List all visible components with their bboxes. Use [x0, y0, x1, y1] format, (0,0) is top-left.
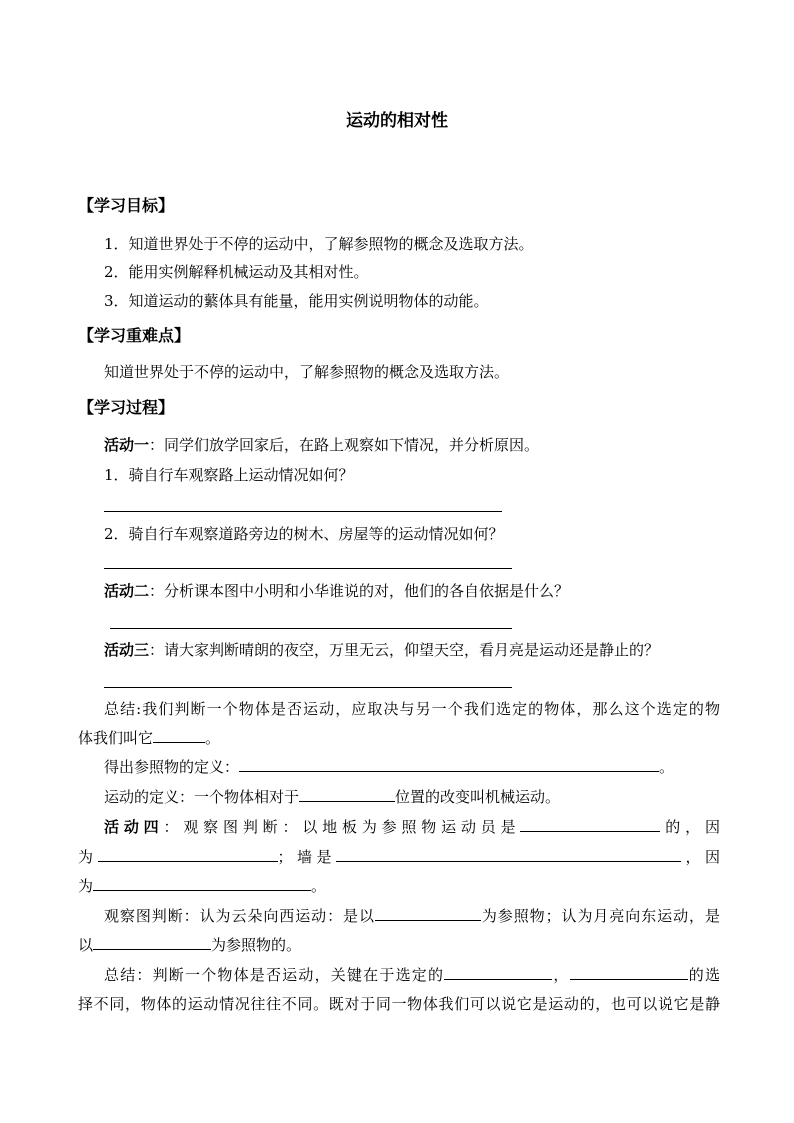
observe-end: 为参照物的。: [211, 936, 302, 954]
summary-2-choice: 的选: [687, 966, 720, 984]
blank-motion-reference[interactable]: [299, 787, 395, 802]
summary-2-line-1: [78, 964, 720, 986]
activity-1-intro: [104, 435, 539, 455]
reference-definition-label: 得出参照物的定义：: [104, 758, 240, 776]
reference-definition: [104, 757, 674, 777]
activity-2-text: ：分析课本图中小明和小华谁说的对，他们的各自依据是什么？: [149, 582, 570, 600]
activity-4-line-2: [78, 846, 720, 868]
blank-chosen-object[interactable]: [444, 965, 552, 980]
goal-item-1: 1．知道世界处于不停的运动中，了解参照物的概念及选取方法。: [104, 235, 534, 253]
summary-1-line-1: 总结:我们判断一个物体是否运动，应取决与另一个我们选定的物体，那么这个选定的物: [104, 700, 720, 718]
blank-moon-reference[interactable]: [93, 935, 211, 950]
observe-yi: 以: [78, 936, 94, 954]
blank-reference-object[interactable]: [153, 728, 205, 743]
answer-line-2[interactable]: [104, 568, 512, 569]
section-heading-key-points: 【学习重难点】: [78, 326, 191, 345]
activity-4-label: 活动四: [104, 818, 164, 836]
activity-4-because: 的，因: [660, 818, 720, 836]
activity-4-text: ：观察图判断：以地板为参照物运动员是: [163, 818, 521, 836]
activity-2-label: 活动二: [104, 582, 150, 600]
blank-athlete-reason[interactable]: [98, 847, 278, 862]
blank-chosen-reference[interactable]: [570, 965, 688, 980]
activity-4-wei-1: 为: [78, 848, 98, 866]
motion-definition-end: 位置的改变叫机械运动。: [395, 788, 561, 806]
motion-definition: [104, 787, 560, 807]
answer-line-1[interactable]: [104, 511, 502, 512]
motion-definition-text: 运动的定义：一个物体相对于: [104, 788, 300, 806]
observe-text: 观察图判断：认为云朵向西运动：是以: [104, 907, 375, 925]
page-title: 运动的相对性: [346, 111, 448, 131]
answer-line-3[interactable]: [110, 628, 512, 629]
observe-line-1: [78, 905, 720, 927]
goal-item-2: 2．能用实例解释机械运动及其相对性。: [104, 263, 369, 281]
activity-1-question-2: 2．骑自行车观察道路旁边的树木、房屋等的运动情况如何？: [104, 525, 504, 543]
blank-athlete-state[interactable]: [520, 817, 660, 832]
summary-1-text: 体我们叫它: [78, 729, 154, 747]
activity-3-label: 活动三: [104, 641, 150, 659]
blank-cloud-reference[interactable]: [375, 906, 481, 921]
blank-wall-state[interactable]: [336, 847, 681, 862]
section-heading-process: 【学习过程】: [78, 398, 175, 417]
activity-1-question-1: 1．骑自行车观察路上运动情况如何？: [104, 466, 354, 484]
section-heading-goals: 【学习目标】: [78, 196, 175, 215]
observe-line-2: [78, 934, 720, 956]
summary-1-end: 。: [205, 729, 221, 747]
activity-3-text: ：请大家判断晴朗的夜空，万里无云，仰望天空，看月亮是运动还是静止的？: [149, 641, 660, 659]
summary-2-line-2: 择不同，物体的运动情况往往不同。既对于同一物体我们可以说它是运动的，也可以说它是静: [78, 995, 720, 1013]
activity-2: [104, 581, 569, 601]
summary-1-line-2: [78, 727, 720, 749]
reference-definition-end: 。: [659, 758, 675, 776]
activity-4-because-2: ，因: [680, 848, 720, 866]
blank-wall-reason[interactable]: [93, 876, 311, 891]
answer-line-4[interactable]: [104, 687, 512, 688]
goal-item-3: 3．知道运动的蘩体具有能量，能用实例说明物体的动能。: [104, 292, 489, 310]
activity-4-line-1: [78, 816, 720, 838]
activity-4-end: 。: [311, 877, 327, 895]
activity-4-wall: ；墙是: [277, 848, 336, 866]
blank-reference-definition[interactable]: [239, 757, 659, 772]
activity-4-line-3: [78, 875, 720, 897]
activity-1-text: ：同学们放学回家后，在路上观察如下情况，并分析原因。: [149, 436, 540, 454]
activity-3: [104, 640, 659, 660]
observe-text-2: 为参照物；认为月亮向东运动，是: [480, 907, 720, 925]
activity-4-wei-2: 为: [78, 877, 94, 895]
summary-2-comma: ，: [552, 966, 570, 984]
key-point-text: 知道世界处于不停的运动中，了解参照物的概念及选取方法。: [104, 363, 510, 381]
summary-2-text: 总结：判断一个物体是否运动，关键在于选定的: [104, 966, 445, 984]
activity-1-label: 活动一: [104, 436, 150, 454]
